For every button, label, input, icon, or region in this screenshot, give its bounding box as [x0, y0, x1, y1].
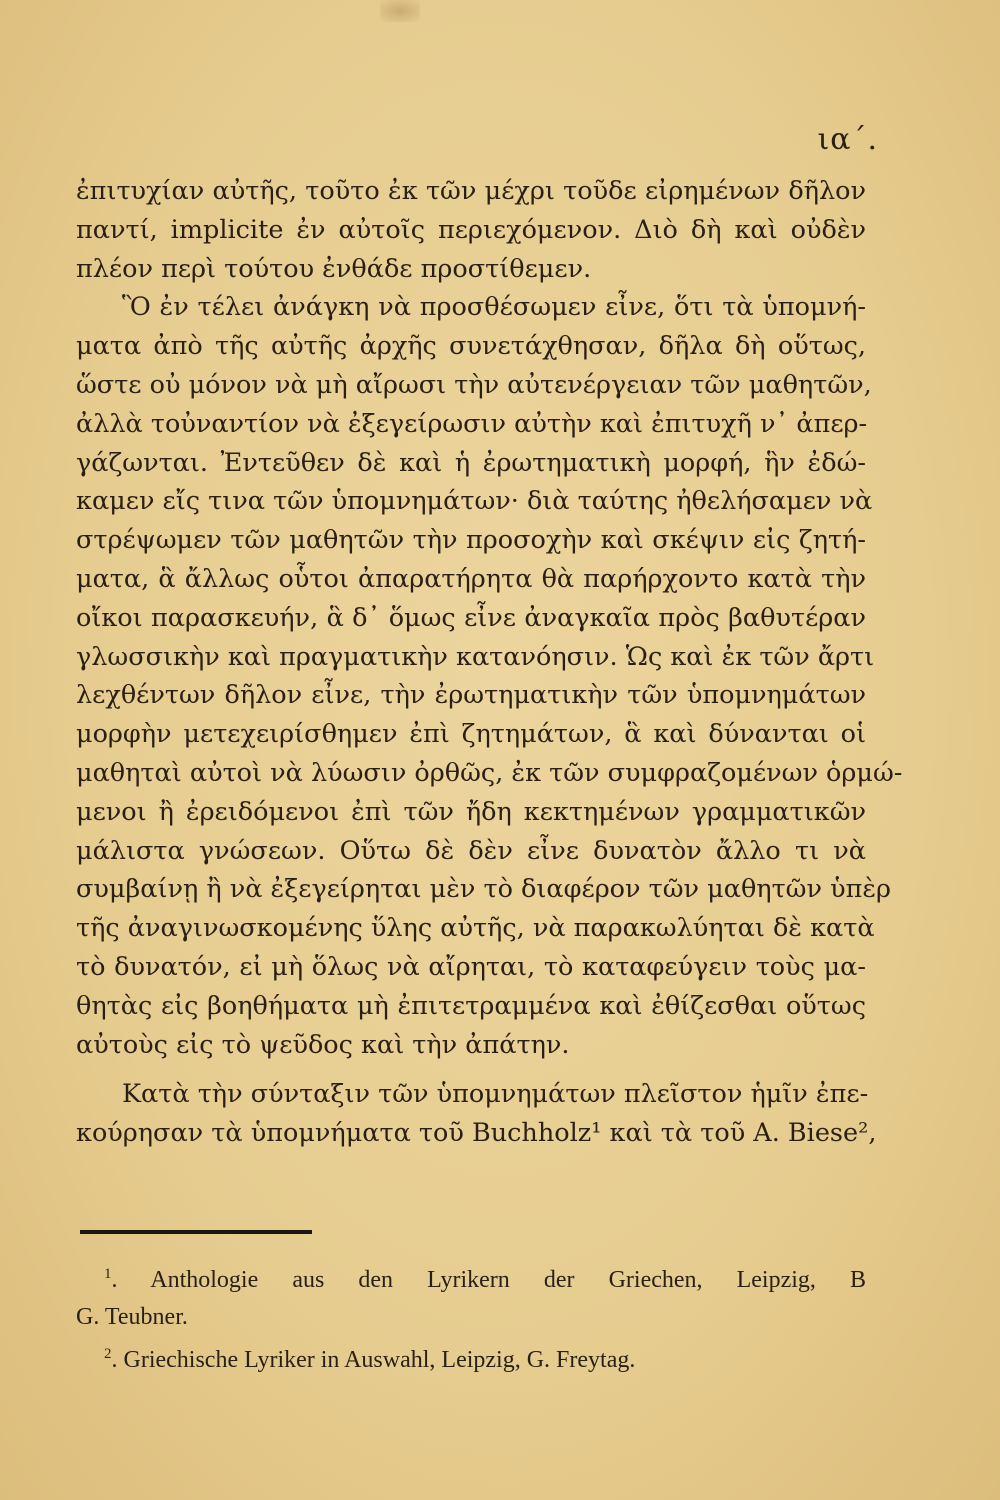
paragraph-1 — [76, 172, 866, 288]
footnote-text: . Anthologie aus den Lyrikern der Griechen, Leipzig, B — [111, 1267, 866, 1293]
text-line: οἴκοι παρασκευήν, ἃ δ᾽ ὅμως εἶνε ἀναγκαῖα πρὸς βαθυτέραν — [76, 602, 866, 633]
text-line: Ὃ ἐν τέλει ἀνάγκη νὰ προσθέσωμεν εἶνε, ὅτι τὰ ὑπομνή- — [122, 292, 866, 323]
text-line: ματα ἀπὸ τῆς αὐτῆς ἀρχῆς συνετάχθησαν, δῆλα δὴ οὕτως, — [76, 331, 866, 362]
footnote-marker: 1 — [104, 1266, 112, 1282]
text-line: γλωσσικὴν καὶ πραγματικὴν κατανόησιν. Ὡς καὶ ἐκ τῶν ἄρτι — [76, 641, 875, 672]
text-line: παντί, implicite ἐν αὐτοῖς περιεχόμενον. Διὸ δὴ καὶ οὐδὲν — [76, 214, 866, 245]
text-line: τῆς ἀναγινωσκομένης ὕλης αὐτῆς, νὰ παρακωλύηται δὲ κατὰ — [76, 913, 875, 944]
footnote-line — [76, 1256, 866, 1299]
text-line: ἀλλὰ τοὐναντίον νὰ ἐξεγείρωσιν αὐτὴν καὶ ἐπιτυχῆ ν᾽ ἀπερ- — [76, 408, 868, 439]
text-line: συμβαίνῃ ἢ νὰ ἐξεγείρηται μὲν τὸ διαφέρον τῶν μαθητῶν ὑπὲρ — [76, 874, 892, 905]
text-line: γάζωνται. Ἐντεῦθεν δὲ καὶ ἡ ἐρωτηματικὴ μορφή, ἣν ἐδώ- — [76, 447, 866, 478]
footnote-2 — [76, 1336, 866, 1379]
footnote-1 — [76, 1256, 866, 1336]
body-text — [76, 172, 903, 1153]
text-line: μορφὴν μετεχειρίσθημεν ἐπὶ ζητημάτων, ἃ καὶ δύνανται οἱ — [76, 719, 866, 750]
footnote-text: . Griechische Lyriker in Auswahl, Leipzig, G. Freytag. — [111, 1347, 636, 1373]
text-line: στρέψωμεν τῶν μαθητῶν τὴν προσοχὴν καὶ σκέψιν εἰς ζητή- — [76, 525, 866, 556]
footnote-line — [76, 1336, 866, 1379]
text-line: κούρησαν τὰ ὑπομνήματα τοῦ Buchholz¹ καὶ τὰ τοῦ A. Biese², — [76, 1118, 877, 1149]
text-line: τὸ δυνατόν, εἰ μὴ ὅλως νὰ αἴρηται, τὸ καταφεύγειν τοὺς μα- — [76, 951, 866, 982]
paragraph-2 — [76, 288, 903, 1064]
footnote-line: G. Teubner. — [76, 1304, 188, 1330]
footnote-separator — [80, 1230, 312, 1234]
text-line: μάλιστα γνώσεων. Οὕτω δὲ δὲν εἶνε δυνατὸν ἄλλο τι νὰ — [76, 835, 866, 866]
text-line: μενοι ἢ ἐρειδόμενοι ἐπὶ τῶν ἤδη κεκτημένων γραμματικῶν — [76, 796, 866, 827]
text-line: θητὰς εἰς βοηθήματα μὴ ἐπιτετραμμένα καὶ ἐθίζεσθαι οὕτως — [76, 990, 866, 1021]
page-number: ια΄. — [817, 122, 878, 157]
paragraph-3 — [76, 1075, 877, 1153]
text-line: μαθηταὶ αὐτοὶ νὰ λύωσιν ὀρθῶς, ἐκ τῶν συμφραζομένων ὁρμώ- — [76, 757, 903, 788]
paper-stain — [380, 0, 420, 22]
text-line: Κατὰ τὴν σύνταξιν τῶν ὑπομνημάτων πλεῖστον ἡμῖν ἐπε- — [122, 1079, 869, 1110]
text-line: πλέον περὶ τούτου ἐνθάδε προστίθεμεν. — [76, 253, 592, 284]
footnote-marker: 2 — [104, 1346, 112, 1362]
text-line: ματα, ἃ ἄλλως οὗτοι ἀπαρατήρητα θὰ παρήρχοντο κατὰ τὴν — [76, 563, 866, 594]
footnotes — [76, 1256, 866, 1379]
text-line: ἐπιτυχίαν αὐτῆς, τοῦτο ἐκ τῶν μέχρι τοῦδε εἰρημένων δῆλον — [76, 176, 866, 206]
text-line: αὐτοὺς εἰς τὸ ψεῦδος καὶ τὴν ἀπάτην. — [76, 1029, 570, 1060]
text-line: λεχθέντων δῆλον εἶνε, τὴν ἐρωτηματικὴν τῶν ὑπομνημάτων — [76, 680, 866, 711]
text-line: ὥστε οὐ μόνον νὰ μὴ αἴρωσι τὴν αὐτενέργειαν τῶν μαθητῶν, — [76, 369, 872, 400]
text-line: καμεν εἴς τινα τῶν ὑπομνημάτων· διὰ ταύτης ἠθελήσαμεν νὰ — [76, 486, 873, 517]
